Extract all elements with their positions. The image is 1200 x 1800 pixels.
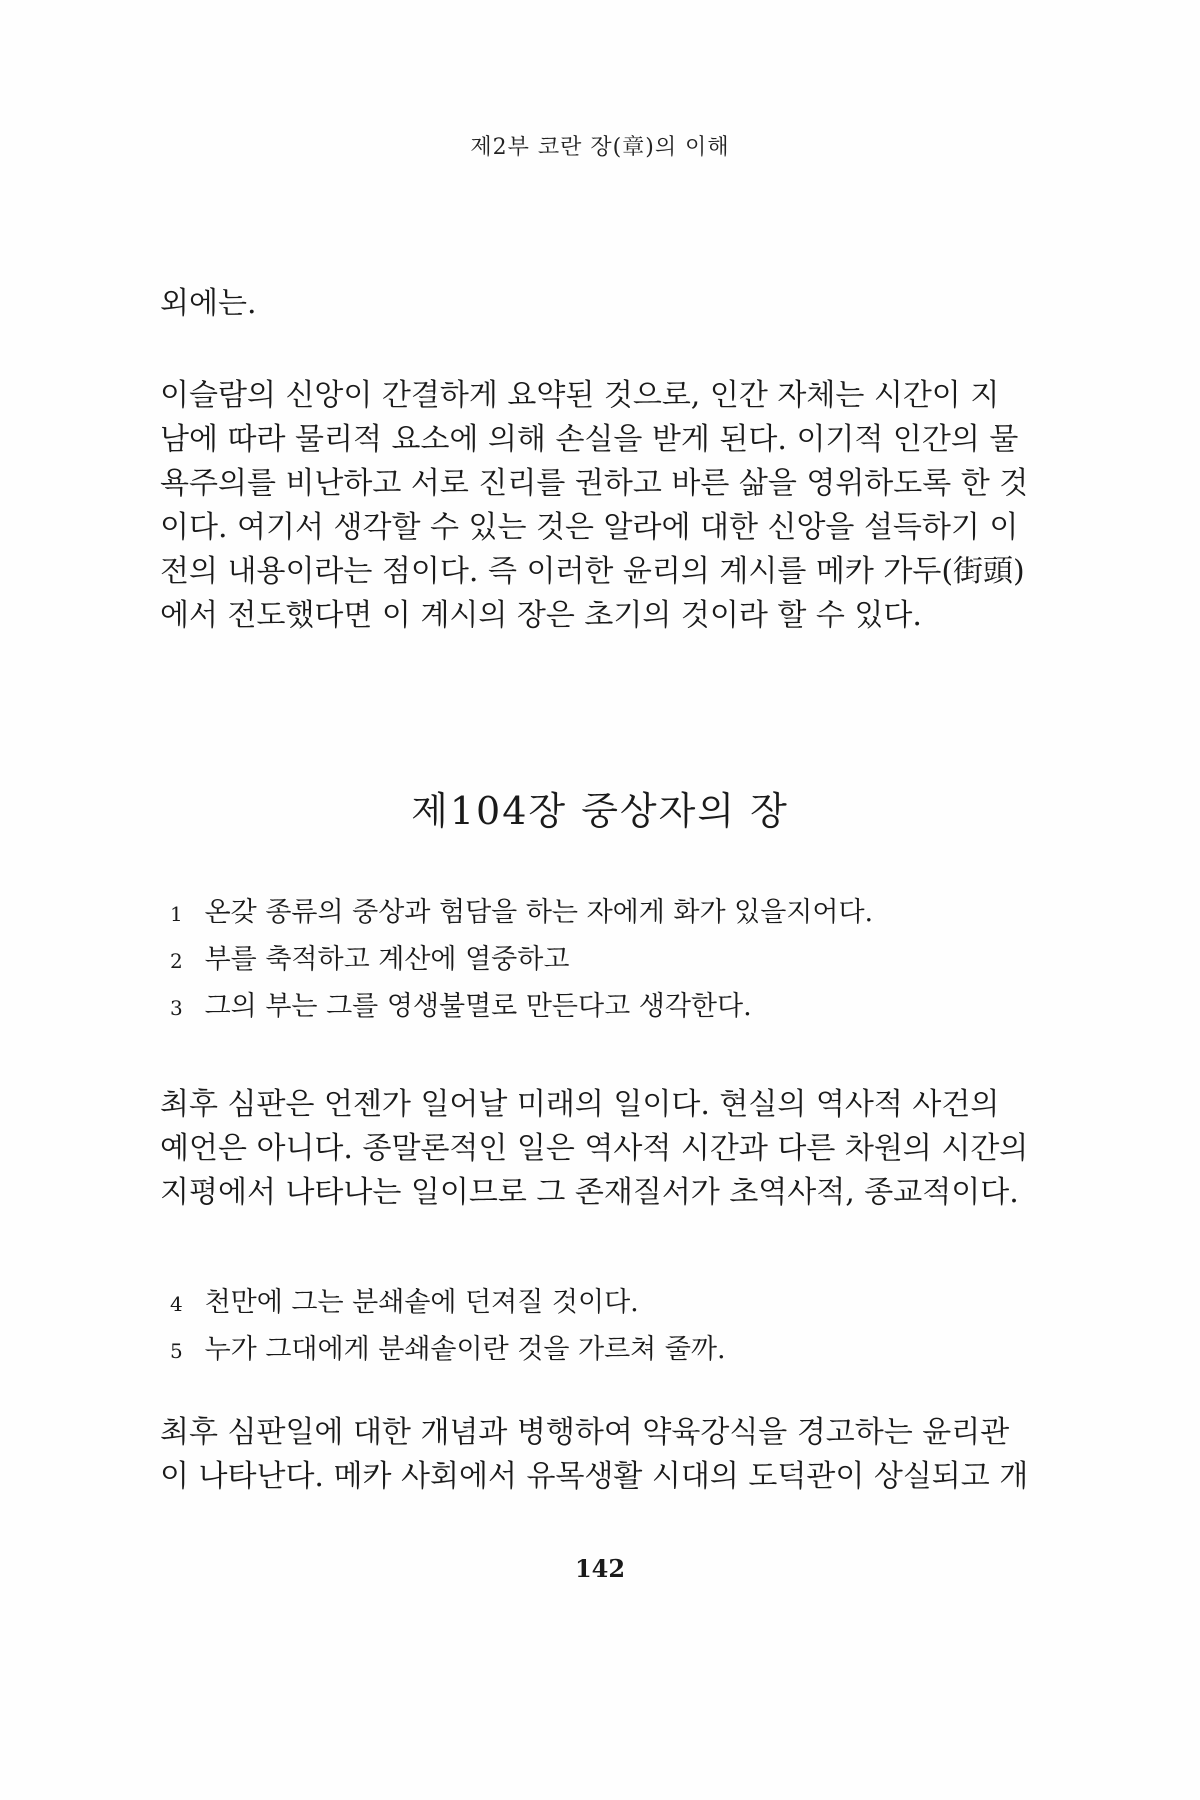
text-line: 지평에서 나타나는 일이므로 그 존재질서가 초역사적, 종교적이다. bbox=[160, 1175, 1019, 1210]
text-line: 최후 심판은 언젠가 일어날 미래의 일이다. 현실의 역사적 사건의 bbox=[160, 1087, 1000, 1122]
verse-list-2 bbox=[170, 1280, 1030, 1374]
text-line: 이슬람의 신앙이 간결하게 요약된 것으로, 인간 자체는 시간이 지 bbox=[160, 378, 1000, 413]
verse-list-1 bbox=[170, 890, 1030, 1031]
text-line: 최후 심판일에 대한 개념과 병행하여 약육강식을 경고하는 윤리관 bbox=[160, 1415, 1010, 1450]
verse-item bbox=[170, 1280, 1030, 1327]
chapter-title: 제104장 중상자의 장 bbox=[411, 789, 789, 833]
text-line: 남에 따라 물리적 요소에 의해 손실을 받게 된다. 이기적 인간의 물 bbox=[160, 422, 1019, 457]
verse-number: 4 bbox=[170, 1292, 183, 1316]
text-line: 이 나타난다. 메카 사회에서 유목생활 시대의 도덕관이 상실되고 개 bbox=[160, 1459, 1029, 1494]
running-header: 제2부 코란 장(章)의 이해 bbox=[470, 135, 730, 160]
paragraph-commentary-ethics bbox=[160, 1411, 1040, 1499]
text-line: 외에는. bbox=[160, 286, 257, 321]
paragraph-commentary-103 bbox=[160, 374, 1040, 638]
verse-text: 온갖 종류의 중상과 험담을 하는 자에게 화가 있을지어다. bbox=[204, 897, 874, 928]
page-number: 142 bbox=[574, 1554, 626, 1583]
text-line: 욕주의를 비난하고 서로 진리를 권하고 바른 삶을 영위하도록 한 것 bbox=[160, 466, 1029, 501]
verse-item bbox=[170, 984, 1030, 1031]
verse-item bbox=[170, 937, 1030, 984]
verse-number: 3 bbox=[170, 996, 183, 1020]
verse-number: 1 bbox=[170, 902, 183, 926]
text-line: 이다. 여기서 생각할 수 있는 것은 알라에 대한 신앙을 설득하기 이 bbox=[160, 510, 1019, 545]
paragraph-intro bbox=[160, 282, 1040, 326]
verse-text: 그의 부는 그를 영생불멸로 만든다고 생각한다. bbox=[204, 991, 752, 1022]
text-line: 에서 전도했다면 이 계시의 장은 초기의 것이라 할 수 있다. bbox=[160, 598, 922, 633]
verse-text: 천만에 그는 분쇄솥에 던져질 것이다. bbox=[204, 1287, 639, 1318]
verse-item bbox=[170, 1327, 1030, 1374]
text-line: 예언은 아니다. 종말론적인 일은 역사적 시간과 다른 차원의 시간의 bbox=[160, 1131, 1029, 1166]
verse-text: 누가 그대에게 분쇄솥이란 것을 가르쳐 줄까. bbox=[204, 1334, 726, 1365]
text-line: 전의 내용이라는 점이다. 즉 이러한 윤리의 계시를 메카 가두(街頭) bbox=[160, 554, 1025, 589]
verse-item bbox=[170, 890, 1030, 937]
paragraph-commentary-judgment bbox=[160, 1083, 1040, 1215]
verse-number: 2 bbox=[170, 949, 183, 973]
verse-text: 부를 축적하고 계산에 열중하고 bbox=[204, 944, 570, 975]
verse-number: 5 bbox=[170, 1339, 183, 1363]
